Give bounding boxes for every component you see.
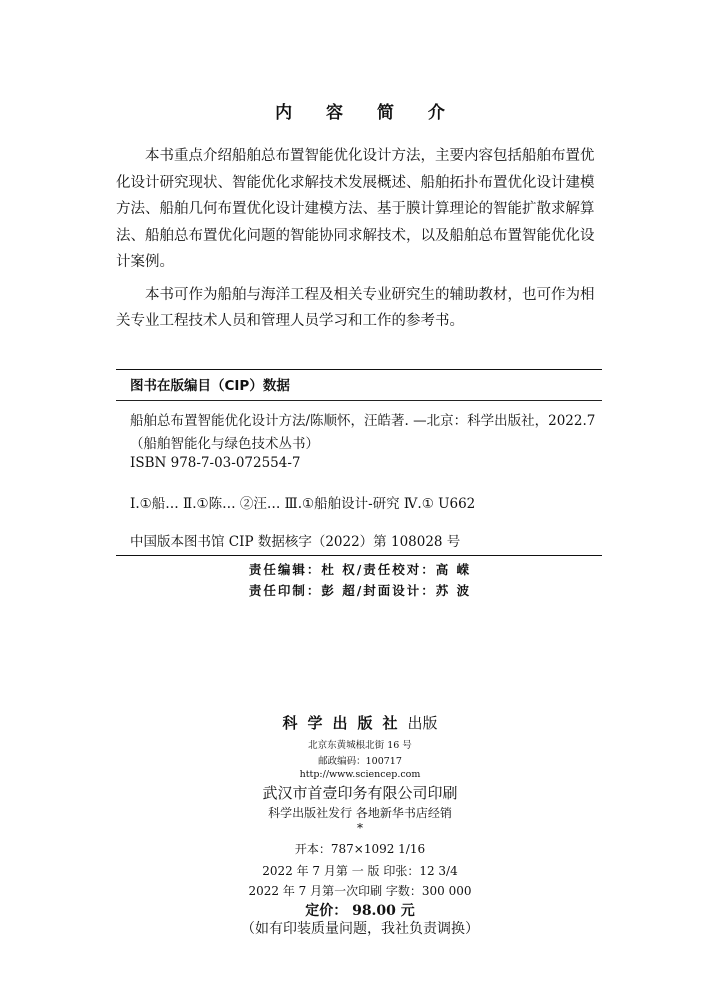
credits-line-1: 责任编辑：杜 权/责任校对：高 嵘 (248, 562, 472, 577)
price-line: 定价： 98.00 元 (305, 903, 415, 919)
edition-line: 2022 年 7 月第 一 版 印张：12 3/4 (262, 864, 458, 878)
cip-line-data-number: 中国版本图书馆 CIP 数据核字（2022）第 108028 号 (130, 534, 461, 550)
cip-line-bibliographic: 船舶总布置智能优化设计方法/陈顺怀，汪皓著. —北京：科学出版社，2022.7 (130, 413, 596, 429)
format-line: 开本：787×1092 1/16 (294, 842, 426, 856)
cip-top-rule (116, 369, 602, 370)
publisher-line (0, 712, 720, 733)
cip-bottom-rule (116, 555, 602, 556)
intro-paragraph-2: 本书可作为船舶与海洋工程及相关专业研究生的辅助教材，也可作为相关专业工程技术人员和管理人员学习和工作的参考书。 (116, 286, 595, 329)
cip-line-classification: Ⅰ.①船… Ⅱ.①陈… ②汪… Ⅲ.①船舶设计-研究 Ⅳ.① U662 (130, 496, 476, 512)
page-title: 内 容 简 介 (275, 103, 459, 123)
publisher-address: 北京东黄城根北街 16 号 (308, 740, 412, 751)
cip-line-isbn: ISBN 978-7-03-072554-7 (130, 455, 301, 471)
cip-heading: 图书在版编目（CIP）数据 (130, 378, 290, 394)
intro-paragraph-1: 本书重点介绍船舶总布置智能优化设计方法，主要内容包括船舶布置优化设计研究现状、智能优化求解技术发展概述、船舶拓扑布置优化设计建模方法、船舶几何布置优化设计建模方法、基于膜计算理论的智能扩散求解算法、船舶总布置优化问题的智能协同求解技术，以及船舶总布置智能优化设计案例。 (116, 148, 595, 270)
printing-line: 2022 年 7 月第一次印刷 字数：300 000 (248, 884, 472, 898)
distribution-line: 科学出版社发行 各地新华书店经销 (268, 806, 452, 820)
publisher-suffix: 出版 (407, 714, 438, 732)
printer-line: 武汉市首壹印务有限公司印刷 (262, 784, 458, 802)
publisher-name: 科学出版社 (282, 714, 408, 732)
cip-heading-rule (116, 400, 602, 401)
credits-line-2: 责任印制：彭 超/封面设计：苏 波 (248, 583, 472, 598)
notice-line: （如有印装质量问题，我社负责调换） (241, 921, 479, 937)
separator-star: * (357, 821, 363, 835)
publisher-website: http://www.sciencep.com (299, 769, 421, 780)
introduction (116, 143, 604, 341)
publisher-postcode: 邮政编码：100717 (318, 756, 402, 767)
cip-line-series: （船舶智能化与绿色技术丛书） (130, 436, 319, 452)
